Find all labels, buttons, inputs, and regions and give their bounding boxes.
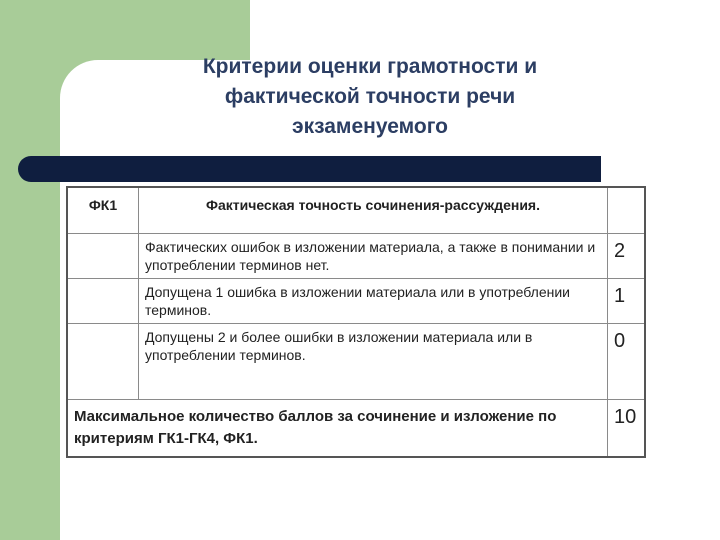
row-score: 0	[608, 323, 646, 399]
empty-code-cell	[67, 233, 139, 278]
total-score: 10	[608, 399, 646, 457]
table-row	[67, 323, 645, 399]
slide-title	[120, 52, 620, 142]
decorative-green-sidebar	[0, 0, 60, 540]
slide-title-line: экзаменуемого	[291, 115, 449, 138]
row-description: Допущена 1 ошибка в изложении материала или в употреблении терминов.	[139, 278, 608, 323]
table-row	[67, 233, 645, 278]
row-score: 1	[608, 278, 646, 323]
criterion-heading: Фактическая точность сочинения-рассуждения.	[139, 187, 608, 233]
header-score-cell	[608, 187, 646, 233]
criterion-code: ФК1	[67, 187, 139, 233]
slide-title-line: Критерии оценки грамотности и	[202, 55, 538, 78]
empty-code-cell	[67, 323, 139, 399]
total-label: Максимальное количество баллов за сочинение и изложение по критериям ГК1-ГК4, ФК1.	[67, 399, 608, 457]
row-description: Фактических ошибок в изложении материала, а также в понимании и употреблении терминов нет.	[139, 233, 608, 278]
title-divider-bar	[18, 156, 601, 182]
row-description: Допущены 2 и более ошибки в изложении материала или в употреблении терминов.	[139, 323, 608, 399]
table-header-row	[67, 187, 645, 233]
row-score: 2	[608, 233, 646, 278]
criteria-table	[66, 186, 646, 458]
table-total-row	[67, 399, 645, 457]
empty-code-cell	[67, 278, 139, 323]
table-row	[67, 278, 645, 323]
slide-title-line: фактической точности речи	[224, 85, 516, 108]
